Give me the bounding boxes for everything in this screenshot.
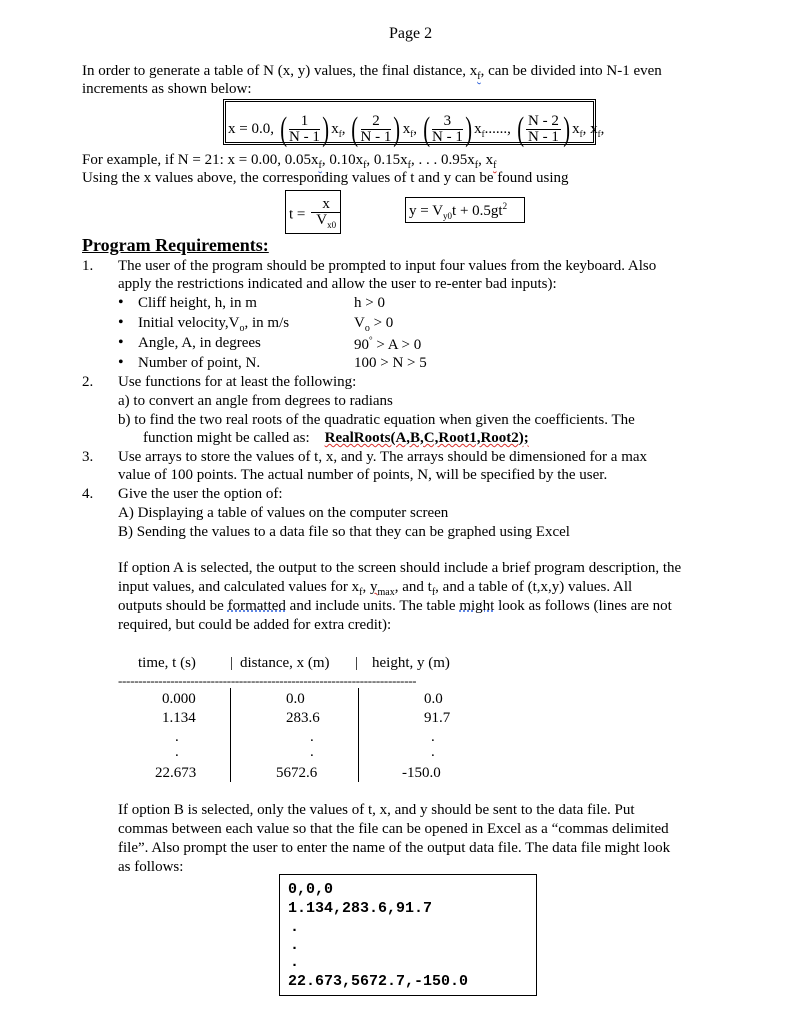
table-column-divider — [230, 688, 232, 782]
intro-line-2: increments as shown below: — [82, 81, 252, 97]
data-file-box — [279, 874, 537, 996]
req-4-a: A) Displaying a table of values on the computer screen — [118, 505, 449, 521]
y-formula-box — [405, 197, 525, 223]
input-cond-points: 100 > N > 5 — [354, 355, 427, 371]
req-2-b: b) to find the two real roots of the quadratic equation when given the coefficients. The — [118, 412, 635, 428]
bullet-icon: • — [118, 294, 124, 311]
req-1-line-2: apply the restrictions indicated and allow the user to re-enter bad inputs): — [118, 276, 557, 292]
req-2-b-cont: function might be called as: RealRoots(A,B,C,Root1,Root2); — [143, 430, 529, 446]
example-line-2: Using the x values above, the corresponding values of t and y can be found using — [82, 170, 569, 186]
req-3-line-2: value of 100 points. The actual number of points, N, will be specified by the user. — [118, 467, 608, 483]
bullet-icon: • — [118, 314, 124, 331]
option-b-line-2: commas between each value so that the file can be opened in Excel as a “commas delimited — [118, 821, 669, 837]
option-a-line-4: required, but could be added for extra credit): — [118, 617, 392, 633]
x-formula: x = 0.0, ( $\frac{1}{N - 1}$ ) $x_f$, ( $\frac{2}{N - 1}$ ) $x_f$, ( $\frac{3}{N - 1}$ ) $x_f$......, ( $\frac{N - 2}{N - 1}$ ) $x_f$, $x_f$, — [228, 110, 605, 148]
intro-line-1: In order to generate a table of N (x, y) values, the final distance, $x_f$, can be divided into N-1 even — [82, 63, 662, 82]
option-b-line-4: as follows: — [118, 859, 184, 875]
data-file-line: 1.134,283.6,91.7 — [288, 900, 433, 917]
realroots-code: RealRoots(A,B,C,Root1,Root2); — [324, 430, 529, 446]
input-cond-angle: 90° > A > 0 — [354, 335, 422, 353]
input-cond-velocity: $V_o > 0$ — [354, 315, 394, 334]
data-file-line: . — [290, 937, 300, 954]
option-b-line-1: If option B is selected, only the values of t, x, and y should be sent to the data file. Put — [118, 802, 635, 818]
input-label-velocity: Initial $velocity,V_o$, in m/s — [138, 315, 290, 334]
option-a-line-3: outputs should be formatted and include units. The table might look as follows (lines are not — [118, 598, 672, 614]
req-3-line-1: Use arrays to store the values of t, x, and y. The arrays should be dimensioned for a max — [118, 449, 648, 465]
table-header-height: height, y (m) — [372, 655, 450, 671]
req-2-a: a) to convert an angle from degrees to radians — [118, 393, 393, 409]
example-line-1: For example, if N = 21: x = 0.00, $0.05x_f$, $0.10x_f$, $0.15x_f$, . . . $0.95x_f$, $x_f$ — [82, 152, 497, 171]
data-file-line: . — [290, 919, 300, 936]
table-header-time: time, t (s) — [138, 655, 196, 671]
bullet-icon: • — [118, 334, 124, 351]
table-header-pipe: | — [230, 655, 234, 671]
req-4-b: B) Sending the values to a data file so that they can be graphed using Excel — [118, 524, 570, 540]
table-column-divider — [358, 688, 360, 782]
table-header-pipe: | — [355, 655, 359, 671]
t-formula-box — [285, 190, 341, 234]
option-a-line-1: If option A is selected, the output to the screen should include a brief program description, the — [118, 560, 682, 576]
input-label-height: Cliff height, h, in m — [138, 295, 257, 311]
req-2-line-1: Use functions for at least the following: — [118, 374, 357, 390]
req-3-number: 3. — [82, 449, 94, 465]
data-file-line: 0,0,0 — [288, 881, 334, 898]
input-cond-height: h > 0 — [354, 295, 385, 311]
req-1-number: 1. — [82, 258, 94, 274]
table-header-distance: distance, x (m) — [240, 655, 330, 671]
data-file-line: . — [290, 954, 300, 971]
t-formula: t = $\frac{x}{V_{x0}}$ — [289, 197, 341, 233]
req-2-number: 2. — [82, 374, 94, 390]
option-a-line-2: input values, and calculated values for $x_f$, $y_{max}$, and $t_f$, and a table of (t,x,y) values. All — [118, 579, 633, 598]
requirements-heading: Program Requirements: — [82, 235, 269, 255]
x-formula-box — [223, 99, 605, 148]
input-label-angle: Angle, A, in degrees — [138, 335, 261, 351]
option-b-line-3: file”. Also prompt the user to enter the name of the output data file. The data file might look — [118, 840, 671, 856]
req-4-line-1: Give the user the option of: — [118, 486, 283, 502]
data-file-line: 22.673,5672.7,-150.0 — [288, 973, 469, 990]
page-number: Page 2 — [389, 25, 433, 42]
y-formula: $y = V_{y0}t + 0.5gt^2$ — [409, 201, 508, 221]
table-separator: -------------------------------------------------------------------------- — [118, 673, 417, 688]
req-4-number: 4. — [82, 486, 94, 502]
bullet-icon: • — [118, 354, 124, 371]
req-1-line-1: The user of the program should be prompted to input four values from the keyboard. Also — [118, 258, 657, 274]
input-label-points: Number of point, N. — [138, 355, 261, 371]
